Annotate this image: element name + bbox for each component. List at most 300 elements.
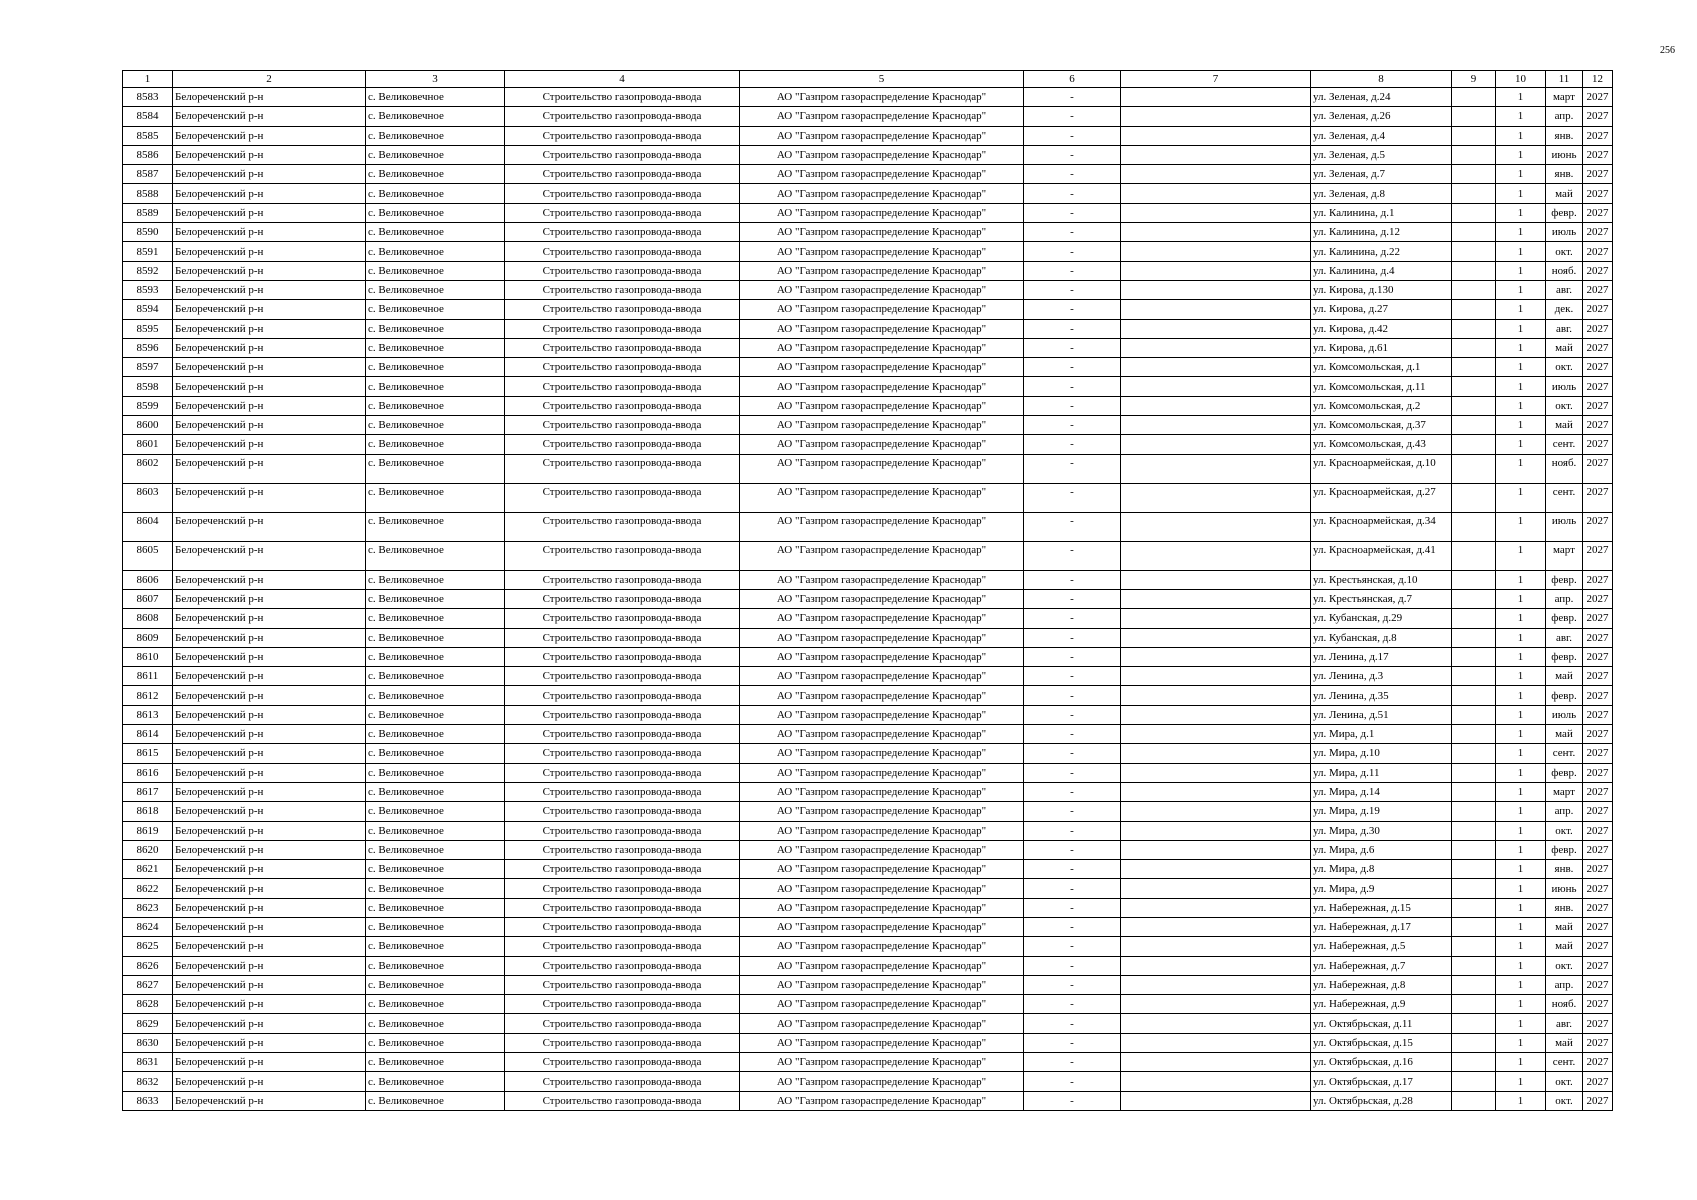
table-body (123, 88, 1613, 1111)
year-cell: 2027 (1583, 860, 1613, 879)
district-cell: Белореченский р-н (173, 1072, 366, 1091)
district-cell: Белореченский р-н (173, 686, 366, 705)
month-cell: янв. (1546, 165, 1583, 184)
col-9-cell (1452, 242, 1496, 261)
month-cell: апр. (1546, 802, 1583, 821)
district-cell: Белореченский р-н (173, 435, 366, 454)
organization-cell: АО "Газпром газораспределение Краснодар" (740, 917, 1024, 936)
work-type-cell: Строительство газопровода-ввода (505, 126, 740, 145)
month-cell: февр. (1546, 686, 1583, 705)
col-9-cell (1452, 338, 1496, 357)
table-row (123, 300, 1613, 319)
table-row (123, 667, 1613, 686)
year-cell: 2027 (1583, 338, 1613, 357)
col-6-cell: - (1024, 628, 1121, 647)
organization-cell: АО "Газпром газораспределение Краснодар" (740, 589, 1024, 608)
settlement-cell: с. Великовечное (366, 744, 505, 763)
quantity-cell: 1 (1496, 483, 1546, 512)
column-header-10: 10 (1496, 71, 1546, 88)
col-7-cell (1121, 145, 1311, 164)
col-6-cell: - (1024, 1014, 1121, 1033)
col-7-cell (1121, 802, 1311, 821)
quantity-cell: 1 (1496, 821, 1546, 840)
month-cell: окт. (1546, 1091, 1583, 1110)
month-cell: сент. (1546, 483, 1583, 512)
organization-cell: АО "Газпром газораспределение Краснодар" (740, 145, 1024, 164)
col-6-cell: - (1024, 1033, 1121, 1052)
settlement-cell: с. Великовечное (366, 570, 505, 589)
month-cell: июнь (1546, 879, 1583, 898)
district-cell: Белореченский р-н (173, 300, 366, 319)
organization-cell: АО "Газпром газораспределение Краснодар" (740, 319, 1024, 338)
col-9-cell (1452, 705, 1496, 724)
district-cell: Белореченский р-н (173, 377, 366, 396)
row-number-cell: 8617 (123, 782, 173, 801)
month-cell: окт. (1546, 1072, 1583, 1091)
work-type-cell: Строительство газопровода-ввода (505, 1053, 740, 1072)
work-type-cell: Строительство газопровода-ввода (505, 840, 740, 859)
quantity-cell: 1 (1496, 319, 1546, 338)
address-cell: ул. Набережная, д.9 (1311, 995, 1452, 1014)
quantity-cell: 1 (1496, 454, 1546, 483)
month-cell: февр. (1546, 840, 1583, 859)
work-type-cell: Строительство газопровода-ввода (505, 995, 740, 1014)
settlement-cell: с. Великовечное (366, 821, 505, 840)
year-cell: 2027 (1583, 280, 1613, 299)
month-cell: май (1546, 338, 1583, 357)
quantity-cell: 1 (1496, 763, 1546, 782)
row-number-cell: 8611 (123, 667, 173, 686)
year-cell: 2027 (1583, 145, 1613, 164)
table-row (123, 860, 1613, 879)
col-9-cell (1452, 589, 1496, 608)
quantity-cell: 1 (1496, 705, 1546, 724)
quantity-cell: 1 (1496, 338, 1546, 357)
row-number-cell: 8621 (123, 860, 173, 879)
settlement-cell: с. Великовечное (366, 203, 505, 222)
row-number-cell: 8614 (123, 725, 173, 744)
quantity-cell: 1 (1496, 242, 1546, 261)
month-cell: янв. (1546, 898, 1583, 917)
district-cell: Белореченский р-н (173, 782, 366, 801)
organization-cell: АО "Газпром газораспределение Краснодар" (740, 725, 1024, 744)
table-row (123, 628, 1613, 647)
col-6-cell: - (1024, 454, 1121, 483)
row-number-cell: 8599 (123, 396, 173, 415)
month-cell: май (1546, 184, 1583, 203)
col-7-cell (1121, 628, 1311, 647)
table-row (123, 956, 1613, 975)
col-7-cell (1121, 725, 1311, 744)
settlement-cell: с. Великовечное (366, 512, 505, 541)
address-cell: ул. Мира, д.11 (1311, 763, 1452, 782)
work-type-cell: Строительство газопровода-ввода (505, 280, 740, 299)
work-type-cell: Строительство газопровода-ввода (505, 358, 740, 377)
organization-cell: АО "Газпром газораспределение Краснодар" (740, 416, 1024, 435)
col-9-cell (1452, 860, 1496, 879)
settlement-cell: с. Великовечное (366, 1091, 505, 1110)
settlement-cell: с. Великовечное (366, 338, 505, 357)
settlement-cell: с. Великовечное (366, 242, 505, 261)
organization-cell: АО "Газпром газораспределение Краснодар" (740, 454, 1024, 483)
col-7-cell (1121, 647, 1311, 666)
work-type-cell: Строительство газопровода-ввода (505, 917, 740, 936)
address-cell: ул. Крестьянская, д.7 (1311, 589, 1452, 608)
month-cell: февр. (1546, 763, 1583, 782)
district-cell: Белореченский р-н (173, 956, 366, 975)
quantity-cell: 1 (1496, 647, 1546, 666)
quantity-cell: 1 (1496, 1053, 1546, 1072)
settlement-cell: с. Великовечное (366, 300, 505, 319)
col-9-cell (1452, 165, 1496, 184)
year-cell: 2027 (1583, 223, 1613, 242)
year-cell: 2027 (1583, 705, 1613, 724)
work-type-cell: Строительство газопровода-ввода (505, 609, 740, 628)
col-9-cell (1452, 1053, 1496, 1072)
district-cell: Белореченский р-н (173, 184, 366, 203)
col-7-cell (1121, 184, 1311, 203)
district-cell: Белореченский р-н (173, 319, 366, 338)
table-row (123, 165, 1613, 184)
settlement-cell: с. Великовечное (366, 725, 505, 744)
quantity-cell: 1 (1496, 609, 1546, 628)
organization-cell: АО "Газпром газораспределение Краснодар" (740, 338, 1024, 357)
work-type-cell: Строительство газопровода-ввода (505, 667, 740, 686)
col-6-cell: - (1024, 358, 1121, 377)
row-number-cell: 8586 (123, 145, 173, 164)
address-cell: ул. Комсомольская, д.1 (1311, 358, 1452, 377)
year-cell: 2027 (1583, 126, 1613, 145)
settlement-cell: с. Великовечное (366, 667, 505, 686)
settlement-cell: с. Великовечное (366, 917, 505, 936)
district-cell: Белореченский р-н (173, 628, 366, 647)
address-cell: ул. Зеленая, д.24 (1311, 88, 1452, 107)
col-7-cell (1121, 898, 1311, 917)
table-row (123, 821, 1613, 840)
row-number-cell: 8626 (123, 956, 173, 975)
row-number-cell: 8616 (123, 763, 173, 782)
quantity-cell: 1 (1496, 223, 1546, 242)
table-row (123, 705, 1613, 724)
col-9-cell (1452, 435, 1496, 454)
district-cell: Белореченский р-н (173, 975, 366, 994)
col-6-cell: - (1024, 377, 1121, 396)
col-9-cell (1452, 995, 1496, 1014)
col-9-cell (1452, 184, 1496, 203)
row-number-cell: 8603 (123, 483, 173, 512)
district-cell: Белореченский р-н (173, 860, 366, 879)
work-type-cell: Строительство газопровода-ввода (505, 319, 740, 338)
table-row (123, 744, 1613, 763)
table-row (123, 802, 1613, 821)
col-9-cell (1452, 821, 1496, 840)
col-7-cell (1121, 782, 1311, 801)
table-row (123, 1014, 1613, 1033)
organization-cell: АО "Газпром газораспределение Краснодар" (740, 628, 1024, 647)
col-7-cell (1121, 879, 1311, 898)
quantity-cell: 1 (1496, 589, 1546, 608)
address-cell: ул. Крестьянская, д.10 (1311, 570, 1452, 589)
organization-cell: АО "Газпром газораспределение Краснодар" (740, 377, 1024, 396)
work-type-cell: Строительство газопровода-ввода (505, 1033, 740, 1052)
col-6-cell: - (1024, 802, 1121, 821)
district-cell: Белореченский р-н (173, 145, 366, 164)
quantity-cell: 1 (1496, 667, 1546, 686)
table-row (123, 1053, 1613, 1072)
address-cell: ул. Зеленая, д.5 (1311, 145, 1452, 164)
address-cell: ул. Калинина, д.1 (1311, 203, 1452, 222)
work-type-cell: Строительство газопровода-ввода (505, 541, 740, 570)
year-cell: 2027 (1583, 435, 1613, 454)
address-cell: ул. Октябрьская, д.11 (1311, 1014, 1452, 1033)
quantity-cell: 1 (1496, 744, 1546, 763)
address-cell: ул. Зеленая, д.4 (1311, 126, 1452, 145)
col-6-cell: - (1024, 126, 1121, 145)
col-9-cell (1452, 647, 1496, 666)
address-cell: ул. Мира, д.6 (1311, 840, 1452, 859)
table-row (123, 261, 1613, 280)
district-cell: Белореченский р-н (173, 396, 366, 415)
row-number-cell: 8607 (123, 589, 173, 608)
column-header-1: 1 (123, 71, 173, 88)
quantity-cell: 1 (1496, 416, 1546, 435)
organization-cell: АО "Газпром газораспределение Краснодар" (740, 898, 1024, 917)
work-type-cell: Строительство газопровода-ввода (505, 1072, 740, 1091)
row-number-cell: 8628 (123, 995, 173, 1014)
work-type-cell: Строительство газопровода-ввода (505, 898, 740, 917)
table-row (123, 570, 1613, 589)
organization-cell: АО "Газпром газораспределение Краснодар" (740, 483, 1024, 512)
address-cell: ул. Ленина, д.3 (1311, 667, 1452, 686)
work-type-cell: Строительство газопровода-ввода (505, 396, 740, 415)
quantity-cell: 1 (1496, 898, 1546, 917)
month-cell: апр. (1546, 975, 1583, 994)
col-6-cell: - (1024, 570, 1121, 589)
address-cell: ул. Набережная, д.7 (1311, 956, 1452, 975)
col-7-cell (1121, 377, 1311, 396)
year-cell: 2027 (1583, 165, 1613, 184)
col-6-cell: - (1024, 338, 1121, 357)
district-cell: Белореченский р-н (173, 840, 366, 859)
col-9-cell (1452, 377, 1496, 396)
district-cell: Белореченский р-н (173, 667, 366, 686)
year-cell: 2027 (1583, 995, 1613, 1014)
col-6-cell: - (1024, 686, 1121, 705)
settlement-cell: с. Великовечное (366, 898, 505, 917)
address-cell: ул. Октябрьская, д.16 (1311, 1053, 1452, 1072)
address-cell: ул. Мира, д.8 (1311, 860, 1452, 879)
district-cell: Белореченский р-н (173, 725, 366, 744)
col-9-cell (1452, 300, 1496, 319)
address-cell: ул. Калинина, д.22 (1311, 242, 1452, 261)
row-number-cell: 8600 (123, 416, 173, 435)
table-row (123, 203, 1613, 222)
settlement-cell: с. Великовечное (366, 763, 505, 782)
col-7-cell (1121, 821, 1311, 840)
year-cell: 2027 (1583, 570, 1613, 589)
row-number-cell: 8590 (123, 223, 173, 242)
col-6-cell: - (1024, 840, 1121, 859)
col-7-cell (1121, 763, 1311, 782)
col-6-cell: - (1024, 319, 1121, 338)
col-6-cell: - (1024, 435, 1121, 454)
register-table (122, 70, 1613, 1111)
table-row (123, 88, 1613, 107)
work-type-cell: Строительство газопровода-ввода (505, 802, 740, 821)
month-cell: апр. (1546, 589, 1583, 608)
col-7-cell (1121, 88, 1311, 107)
settlement-cell: с. Великовечное (366, 705, 505, 724)
row-number-cell: 8584 (123, 107, 173, 126)
work-type-cell: Строительство газопровода-ввода (505, 686, 740, 705)
year-cell: 2027 (1583, 975, 1613, 994)
address-cell: ул. Красноармейская, д.34 (1311, 512, 1452, 541)
address-cell: ул. Калинина, д.12 (1311, 223, 1452, 242)
organization-cell: АО "Газпром газораспределение Краснодар" (740, 261, 1024, 280)
col-7-cell (1121, 541, 1311, 570)
year-cell: 2027 (1583, 898, 1613, 917)
settlement-cell: с. Великовечное (366, 319, 505, 338)
organization-cell: АО "Газпром газораспределение Краснодар" (740, 667, 1024, 686)
organization-cell: АО "Газпром газораспределение Краснодар" (740, 126, 1024, 145)
month-cell: авг. (1546, 319, 1583, 338)
col-6-cell: - (1024, 261, 1121, 280)
organization-cell: АО "Газпром газораспределение Краснодар" (740, 1033, 1024, 1052)
work-type-cell: Строительство газопровода-ввода (505, 483, 740, 512)
address-cell: ул. Мира, д.9 (1311, 879, 1452, 898)
table-row (123, 763, 1613, 782)
col-9-cell (1452, 88, 1496, 107)
month-cell: май (1546, 917, 1583, 936)
year-cell: 2027 (1583, 744, 1613, 763)
col-7-cell (1121, 1033, 1311, 1052)
col-9-cell (1452, 223, 1496, 242)
month-cell: окт. (1546, 242, 1583, 261)
row-number-cell: 8587 (123, 165, 173, 184)
quantity-cell: 1 (1496, 107, 1546, 126)
col-6-cell: - (1024, 300, 1121, 319)
settlement-cell: с. Великовечное (366, 416, 505, 435)
table-row (123, 435, 1613, 454)
work-type-cell: Строительство газопровода-ввода (505, 570, 740, 589)
district-cell: Белореченский р-н (173, 821, 366, 840)
address-cell: ул. Октябрьская, д.17 (1311, 1072, 1452, 1091)
col-7-cell (1121, 975, 1311, 994)
table-row (123, 377, 1613, 396)
month-cell: апр. (1546, 107, 1583, 126)
organization-cell: АО "Газпром газораспределение Краснодар" (740, 165, 1024, 184)
quantity-cell: 1 (1496, 541, 1546, 570)
organization-cell: АО "Газпром газораспределение Краснодар" (740, 744, 1024, 763)
district-cell: Белореченский р-н (173, 338, 366, 357)
work-type-cell: Строительство газопровода-ввода (505, 300, 740, 319)
work-type-cell: Строительство газопровода-ввода (505, 725, 740, 744)
col-6-cell: - (1024, 416, 1121, 435)
month-cell: окт. (1546, 956, 1583, 975)
month-cell: февр. (1546, 570, 1583, 589)
col-9-cell (1452, 454, 1496, 483)
table-row (123, 126, 1613, 145)
col-9-cell (1452, 879, 1496, 898)
quantity-cell: 1 (1496, 937, 1546, 956)
address-cell: ул. Калинина, д.4 (1311, 261, 1452, 280)
district-cell: Белореченский р-н (173, 88, 366, 107)
year-cell: 2027 (1583, 358, 1613, 377)
table-row (123, 396, 1613, 415)
row-number-cell: 8622 (123, 879, 173, 898)
table-row (123, 917, 1613, 936)
table-row (123, 937, 1613, 956)
col-9-cell (1452, 686, 1496, 705)
table-row (123, 338, 1613, 357)
column-header-2: 2 (173, 71, 366, 88)
organization-cell: АО "Газпром газораспределение Краснодар" (740, 802, 1024, 821)
district-cell: Белореченский р-н (173, 358, 366, 377)
col-7-cell (1121, 937, 1311, 956)
address-cell: ул. Мира, д.10 (1311, 744, 1452, 763)
district-cell: Белореченский р-н (173, 454, 366, 483)
year-cell: 2027 (1583, 319, 1613, 338)
col-9-cell (1452, 667, 1496, 686)
col-7-cell (1121, 1072, 1311, 1091)
quantity-cell: 1 (1496, 782, 1546, 801)
year-cell: 2027 (1583, 203, 1613, 222)
settlement-cell: с. Великовечное (366, 686, 505, 705)
quantity-cell: 1 (1496, 628, 1546, 647)
month-cell: март (1546, 541, 1583, 570)
year-cell: 2027 (1583, 300, 1613, 319)
organization-cell: АО "Газпром газораспределение Краснодар" (740, 280, 1024, 299)
organization-cell: АО "Газпром газораспределение Краснодар" (740, 995, 1024, 1014)
settlement-cell: с. Великовечное (366, 396, 505, 415)
settlement-cell: с. Великовечное (366, 628, 505, 647)
address-cell: ул. Набережная, д.8 (1311, 975, 1452, 994)
settlement-cell: с. Великовечное (366, 1033, 505, 1052)
col-7-cell (1121, 435, 1311, 454)
organization-cell: АО "Газпром газораспределение Краснодар" (740, 396, 1024, 415)
table-row (123, 280, 1613, 299)
address-cell: ул. Кубанская, д.8 (1311, 628, 1452, 647)
col-9-cell (1452, 107, 1496, 126)
col-6-cell: - (1024, 1091, 1121, 1110)
row-number-cell: 8592 (123, 261, 173, 280)
month-cell: нояб. (1546, 261, 1583, 280)
address-cell: ул. Набережная, д.17 (1311, 917, 1452, 936)
district-cell: Белореченский р-н (173, 483, 366, 512)
col-6-cell: - (1024, 483, 1121, 512)
organization-cell: АО "Газпром газораспределение Краснодар" (740, 1072, 1024, 1091)
organization-cell: АО "Газпром газораспределение Краснодар" (740, 763, 1024, 782)
row-number-cell: 8619 (123, 821, 173, 840)
address-cell: ул. Комсомольская, д.11 (1311, 377, 1452, 396)
col-9-cell (1452, 512, 1496, 541)
settlement-cell: с. Великовечное (366, 609, 505, 628)
settlement-cell: с. Великовечное (366, 223, 505, 242)
year-cell: 2027 (1583, 261, 1613, 280)
col-6-cell: - (1024, 821, 1121, 840)
col-6-cell: - (1024, 763, 1121, 782)
organization-cell: АО "Газпром газораспределение Краснодар" (740, 1053, 1024, 1072)
address-cell: ул. Красноармейская, д.10 (1311, 454, 1452, 483)
quantity-cell: 1 (1496, 88, 1546, 107)
col-7-cell (1121, 338, 1311, 357)
district-cell: Белореченский р-н (173, 280, 366, 299)
month-cell: авг. (1546, 1014, 1583, 1033)
organization-cell: АО "Газпром газораспределение Краснодар" (740, 1091, 1024, 1110)
settlement-cell: с. Великовечное (366, 184, 505, 203)
settlement-cell: с. Великовечное (366, 435, 505, 454)
col-6-cell: - (1024, 879, 1121, 898)
